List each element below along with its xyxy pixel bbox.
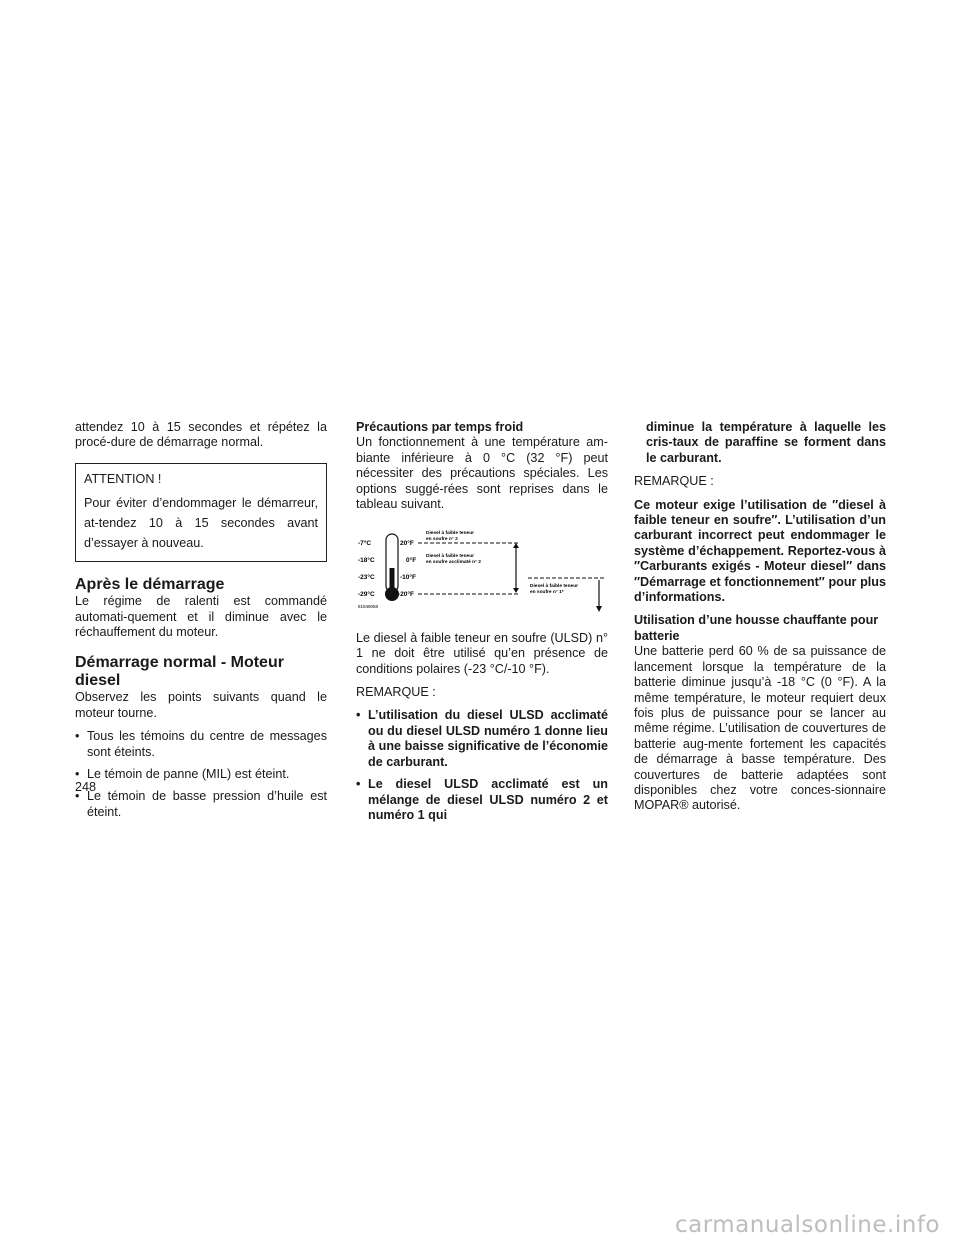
fuel-label-2-line2: en soufre acclimaté n° 2 <box>426 560 481 566</box>
column-middle <box>356 420 608 831</box>
warning-title: ATTENTION ! <box>84 471 162 486</box>
normal-start-heading: Démarrage normal - Moteur diesel <box>75 654 284 690</box>
temp-f-1: 20°F <box>400 540 414 548</box>
temp-f-4: -20°F <box>398 591 414 599</box>
warning-text: Pour éviter d’endommager le démarreur, at-tendez 10 à 15 secondes avant d’essayer à nouveau. <box>84 496 318 551</box>
ulsd-text: Le diesel à faible teneur en soufre (ULSD) n° 1 ne doit être utilisé qu’en présence de conditions polaires (-23 °C/-10 °F). <box>356 630 608 676</box>
warning-box <box>75 463 327 562</box>
range-arrow-down <box>513 588 519 593</box>
list-item: • Le diesel ULSD acclimaté est un mélange de diesel ULSD numéro 2 et numéro 1 qui <box>356 777 608 823</box>
intro-paragraph: attendez 10 à 15 secondes et répétez la procé-dure de démarrage normal. <box>75 420 327 450</box>
note-label: REMARQUE : <box>356 685 436 700</box>
list-item: • Tous les témoins du centre de messages sont éteints. <box>75 729 327 760</box>
thermometer-mercury <box>390 568 395 594</box>
fuel-temperature-diagram <box>356 528 608 614</box>
column-left <box>75 420 327 828</box>
watermark-link[interactable]: carmanualsonline.info <box>674 1212 940 1238</box>
temp-f-3: -10°F <box>400 574 416 582</box>
fuel-label-2-line1: Diesel à faible teneur <box>426 554 474 560</box>
diagram-code: 81949058 <box>358 604 379 610</box>
note-label: REMARQUE : <box>634 474 714 489</box>
list-item: • Le témoin de basse pression d’huile est éteint. <box>75 789 327 820</box>
cold-weather-heading: Précautions par temps froid <box>356 420 524 434</box>
temp-c-3: -23°C <box>358 574 375 582</box>
temp-c-1: -7°C <box>358 540 372 548</box>
continued-list <box>634 420 886 466</box>
fuel-label-1-line2: en soufre n° 2 <box>426 537 458 543</box>
list-item: • L’utilisation du diesel ULSD acclimaté ou du diesel ULSD numéro 1 donne lieu à une baisse significative de l’économie de carburant. <box>356 708 608 770</box>
normal-start-list <box>75 729 327 820</box>
after-start-text: Le régime de ralenti est commandé automati-quement et il diminue avec le réchauffement du moteur. <box>75 594 327 640</box>
list-item: • Le témoin de panne (MIL) est éteint. <box>75 767 327 782</box>
fuel-label-3-line1: Diesel à faible teneur <box>530 584 578 590</box>
after-start-heading: Après le démarrage <box>75 576 225 594</box>
list-item: diminue la température à laquelle les cris-taux de paraffine se forment dans le carburant. <box>646 420 886 465</box>
column-right <box>634 420 886 822</box>
temp-f-2: 0°F <box>406 557 417 565</box>
battery-heading: Utilisation d’une housse chauffante pour batterie <box>634 613 879 643</box>
note-list <box>356 708 608 823</box>
battery-text: Une batterie perd 60 % de sa puissance de lancement lorsque la température de la batterie diminue jusqu’à -18 °C (0 °F). A la même température, le moteur requiert deux fois plus de puissance pour se lancer au même régime. L’utilisation de couvertures de batterie aug-mente fortement les capacités de démarrage à basse température. Des couvertures de batterie adaptées sont disponibles chez votre conces-sionnaire MOPAR® autorisé. <box>634 644 886 813</box>
temp-c-2: -18°C <box>358 557 375 565</box>
temp-c-4: -29°C <box>358 591 375 599</box>
fuel-label-3-line2: en soufre n° 1* <box>530 590 564 596</box>
down-arrow-head <box>596 606 602 612</box>
normal-start-text: Observez les points suivants quand le moteur tourne. <box>75 690 327 720</box>
fuel-label-1-line1: Diesel à faible teneur <box>426 531 474 537</box>
note-text: Ce moteur exige l’utilisation de ″diesel à faible teneur en soufre″. L’utilisation d’un carburant incorrect peut endommager le système d’échappement. Reportez-vous à ″Carburants exigés - Moteur diesel″ dans ″Démarrage et fonctionnement″ pour plus d’informations. <box>634 497 886 605</box>
page-number: 248 <box>75 780 97 794</box>
range-arrow-up <box>513 543 519 548</box>
cold-weather-text: Un fonctionnement à une température am-biante inférieure à 0 °C (32 °F) peut nécessiter des précautions spéciales. Les options suggé-rées sont reprises dans le tableau suivant. <box>356 435 608 512</box>
